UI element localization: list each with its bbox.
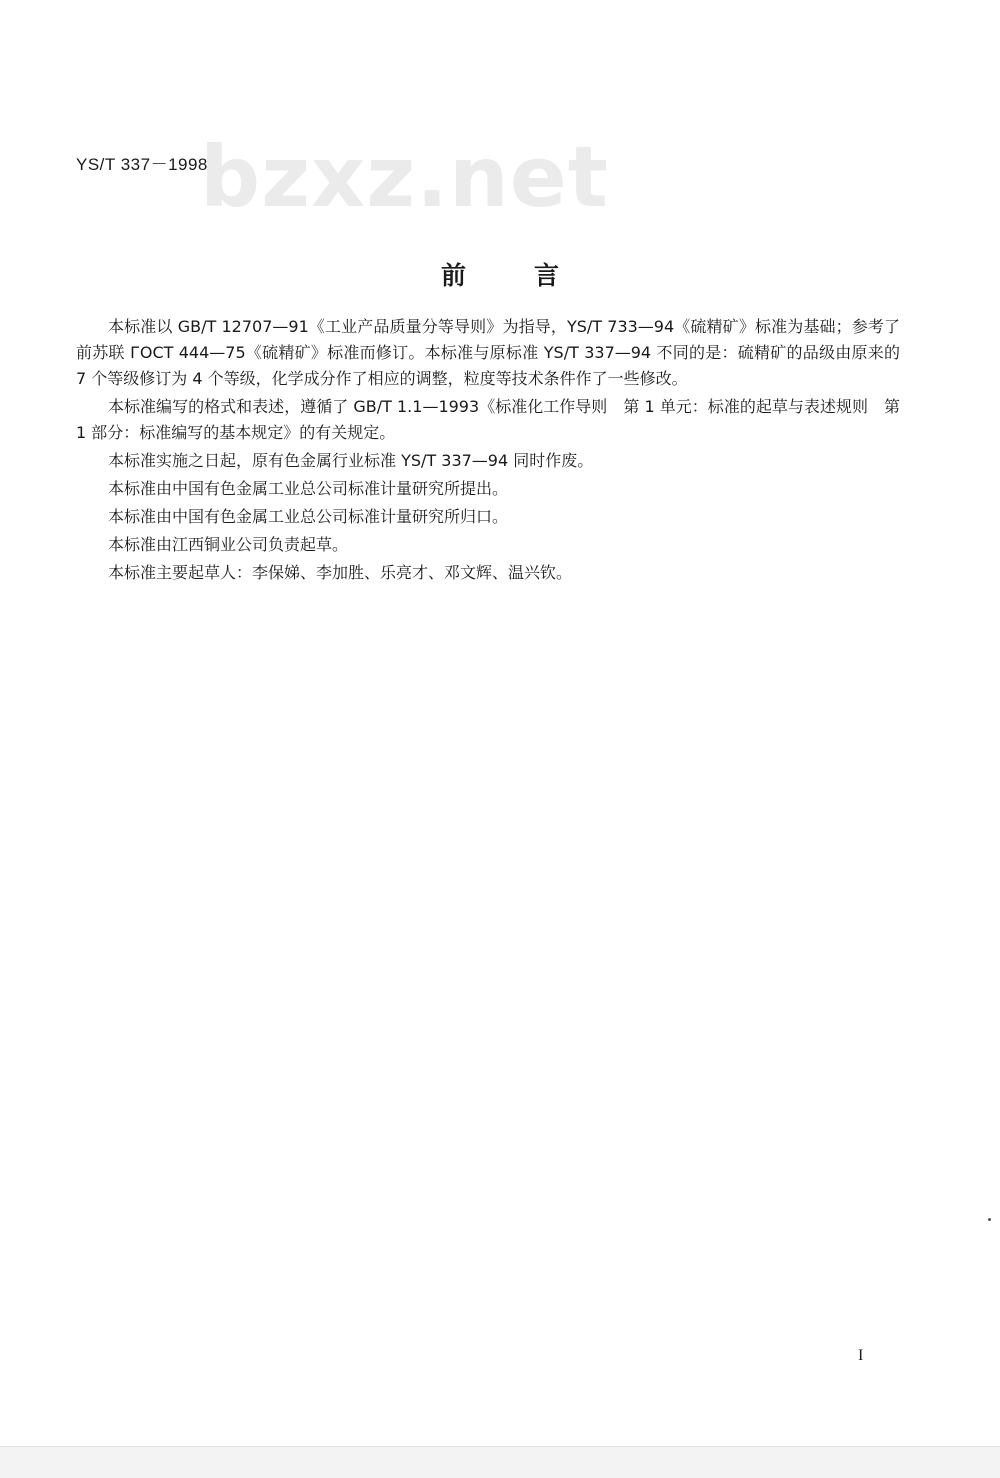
paragraph: 本标准主要起草人：李保娣、李加胜、乐亮才、邓文辉、温兴钦。 bbox=[108, 563, 573, 582]
paragraph: 本标准由江西铜业公司负责起草。 bbox=[108, 535, 349, 554]
foreword-body bbox=[76, 314, 900, 588]
bottom-edge bbox=[0, 1446, 1000, 1478]
paragraph: 本标准实施之日起，原有色金属行业标准 YS/T 337—94 同时作废。 bbox=[108, 451, 594, 470]
standard-code: YS/T 337－1998 bbox=[76, 155, 208, 174]
paragraph: 本标准由中国有色金属工业总公司标准计量研究所归口。 bbox=[108, 507, 509, 526]
paragraph: 本标准以 GB/T 12707—91《工业产品质量分等导则》为指导，YS/T 733—94《硫精矿》标准为基础；参考了前苏联 ГОСТ 444—75《硫精矿》标准而修订。本标准与原标准 YS/T 337—94 不同的是：硫精矿的品级由原来的 7 个等级修订为 4 个等级，化学成分作了相应的调整，粒度等技术条件作了一些修改。 bbox=[76, 317, 900, 388]
paragraph: 本标准由中国有色金属工业总公司标准计量研究所提出。 bbox=[108, 479, 509, 498]
page-number: I bbox=[858, 1347, 864, 1364]
scan-speck bbox=[988, 1218, 991, 1221]
paragraph: 本标准编写的格式和表述，遵循了 GB/T 1.1—1993《标准化工作导则 第 1 单元：标准的起草与表述规则 第 1 部分：标准编写的基本规定》的有关规定。 bbox=[76, 397, 900, 442]
watermark: bzxz.net bbox=[200, 128, 609, 226]
page-title: 前言 bbox=[440, 261, 627, 290]
